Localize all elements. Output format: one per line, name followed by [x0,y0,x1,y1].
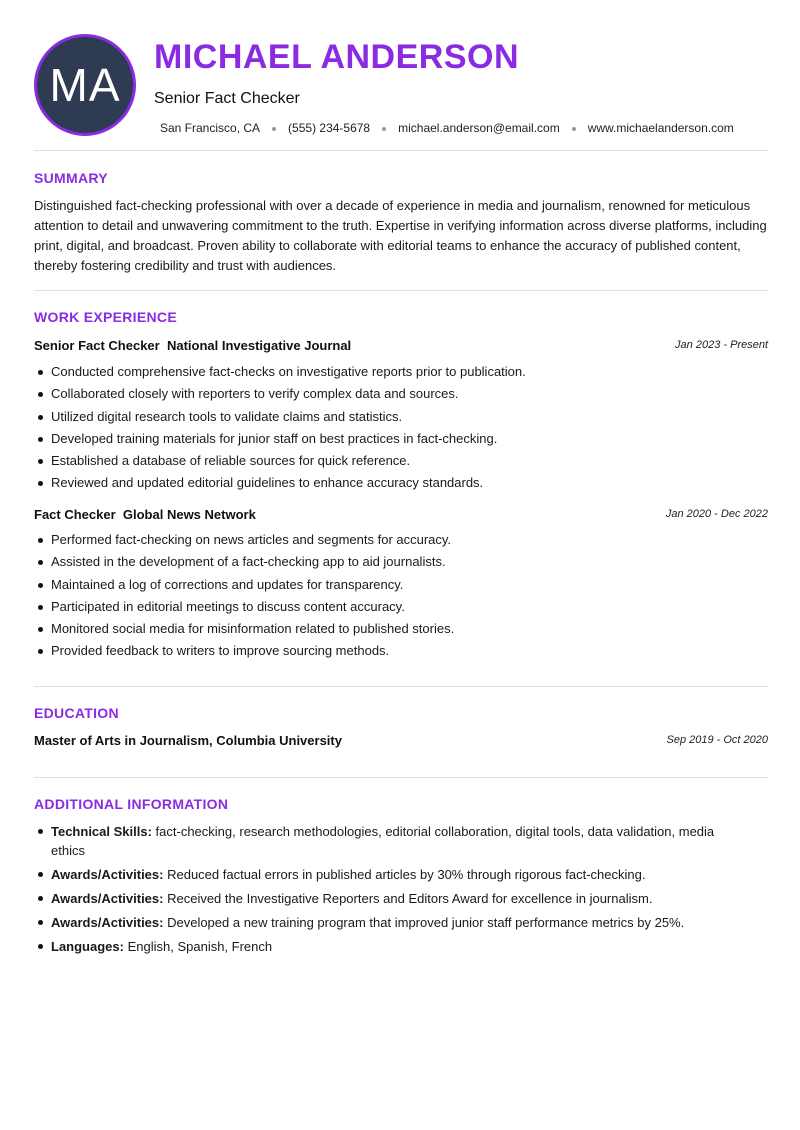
info-text: Received the Investigative Reporters and Editors Award for excellence in journalism. [167,891,653,906]
list-item: Conducted comprehensive fact-checks on investigative reports prior to publication. [51,363,761,385]
additional-info-heading: ADDITIONAL INFORMATION [34,796,229,812]
candidate-name: MICHAEL ANDERSON [154,38,520,76]
separator-dot [572,127,576,131]
list-item: Established a database of reliable sources for quick reference. [51,452,761,474]
info-label: Technical Skills: [51,824,152,839]
contact-phone: (555) 234-5678 [288,121,371,135]
job-dates: Jan 2023 - Present [675,339,768,351]
divider [34,150,768,151]
list-item: Collaborated closely with reporters to verify complex data and sources. [51,385,761,407]
job-company: Global News Network [122,507,256,522]
list-item: Maintained a log of corrections and updates for transparency. [51,576,761,598]
avatar: MA [34,34,136,136]
list-item: Participated in editorial meetings to discuss content accuracy. [51,598,761,620]
contact-website[interactable]: www.michaelanderson.com [587,121,734,135]
education-heading: EDUCATION [34,705,119,721]
info-text: Reduced factual errors in published articles by 30% through rigorous fact-checking. [167,867,646,882]
job-dates: Jan 2020 - Dec 2022 [665,508,768,520]
list-item: Developed training materials for junior staff on best practices in fact-checking. [51,430,761,452]
additional-info-list [51,822,751,961]
job-bullets [51,363,761,497]
contact-email[interactable]: michael.anderson@email.com [398,121,560,135]
job-title-company [34,338,351,353]
work-experience-heading: WORK EXPERIENCE [34,309,177,325]
resume-header [34,34,768,138]
job-title: Senior Fact Checker [34,338,160,353]
list-item: Utilized digital research tools to validate claims and statistics. [51,408,761,430]
divider [34,777,768,778]
info-text: English, Spanish, French [127,939,273,954]
list-item: Performed fact-checking on news articles and segments for accuracy. [51,531,761,553]
job-company: National Investigative Journal [166,338,352,353]
list-item [51,865,751,884]
job-title-company [34,507,256,522]
list-item [51,889,751,908]
divider [34,686,768,687]
summary-text: Distinguished fact-checking professional with over a decade of experience in media and journalism, renowned for meticulous attention to detail and unwavering commitment to the truth. Expertise in verifying information across diverse platforms, including print, digital, and broadcast. Proven ability to collaborate with editorial teams to enhance the accuracy of published content, thereby fostering credibility and trust with audiences. [34,198,767,273]
list-item: Assisted in the development of a fact-checking app to aid journalists. [51,553,761,575]
list-item [51,937,751,956]
list-item [51,913,751,932]
education-dates: Sep 2019 - Oct 2020 [666,734,768,746]
info-label: Awards/Activities: [51,867,164,882]
list-item: Monitored social media for misinformation related to published stories. [51,620,761,642]
contact-location: San Francisco, CA [160,121,261,135]
separator-dot [382,127,386,131]
degree: Master of Arts in Journalism, Columbia University [34,733,342,748]
info-text: Developed a new training program that improved junior staff performance metrics by 25%. [167,915,685,930]
info-label: Languages: [51,939,124,954]
info-text: fact-checking, research methodologies, editorial collaboration, digital tools, data validation, media ethics [51,824,715,858]
info-label: Awards/Activities: [51,915,164,930]
education-entry [34,733,768,751]
candidate-title: Senior Fact Checker [154,90,300,107]
divider [34,290,768,291]
info-label: Awards/Activities: [51,891,164,906]
contact-info [160,121,734,135]
list-item [51,822,751,860]
job-bullets [51,531,761,665]
list-item: Reviewed and updated editorial guidelines to enhance accuracy standards. [51,474,761,496]
job-header [34,507,768,525]
job-header [34,338,768,356]
list-item: Provided feedback to writers to improve sourcing methods. [51,642,761,664]
job-title: Fact Checker [34,507,116,522]
summary-heading: SUMMARY [34,170,108,186]
separator-dot [272,127,276,131]
